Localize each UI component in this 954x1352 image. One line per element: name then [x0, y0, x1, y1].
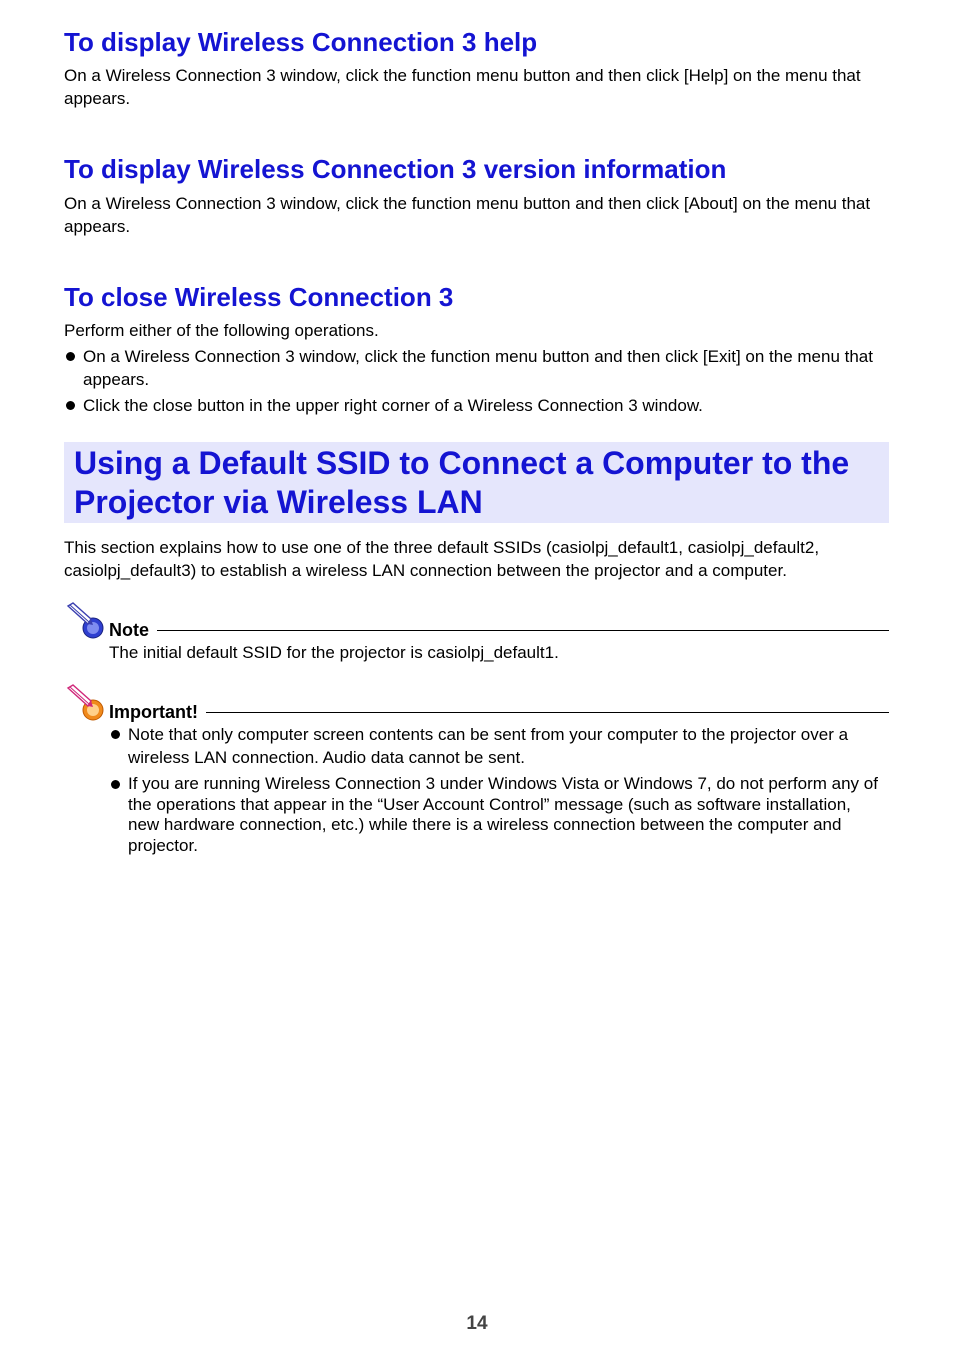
- list-item: [109, 774, 884, 856]
- banner-title-line2: Projector via Wireless LAN: [74, 484, 483, 520]
- banner-title-line1: Using a Default SSID to Connect a Computer to the: [74, 445, 850, 481]
- note-divider: [157, 630, 889, 631]
- list-item-text: Note that only computer screen contents can be sent from your computer to the projector over a wireless LAN connection. Audio data cannot be sent.: [128, 725, 849, 767]
- important-header: [109, 701, 889, 723]
- list-item-text: On a Wireless Connection 3 window, click the function menu button and then click [Exit] on the menu that appears.: [83, 347, 873, 389]
- list-item: [64, 345, 884, 391]
- important-bullet-list: [109, 723, 884, 856]
- list-item: [64, 394, 884, 417]
- bullet-dot: [111, 730, 120, 739]
- heading-help: To display Wireless Connection 3 help: [64, 27, 538, 57]
- list-item: [109, 723, 884, 769]
- note-pencil-icon: [64, 602, 106, 640]
- heading-close: To close Wireless Connection 3: [64, 282, 454, 312]
- important-divider: [206, 712, 889, 713]
- intro-paragraph: This section explains how to use one of the three default SSIDs (casiolpj_default1, casiolpj_default2, casiolpj_default3) to establish a wireless LAN connection between the projector and a computer.: [64, 538, 820, 580]
- section-banner: [64, 442, 889, 523]
- close-bullet-list: [64, 345, 884, 417]
- banner-title: [64, 442, 889, 522]
- page-number: 14: [466, 1313, 488, 1334]
- note-header: [109, 619, 889, 641]
- important-label: Important!: [109, 701, 198, 722]
- bullet-dot: [66, 352, 75, 361]
- list-item-text: Click the close button in the upper right corner of a Wireless Connection 3 window.: [83, 396, 703, 415]
- close-paragraph: Perform either of the following operations.: [64, 321, 379, 340]
- help-paragraph: On a Wireless Connection 3 window, click the function menu button and then click [Help] on the menu that appears.: [64, 66, 861, 108]
- important-pencil-icon: [64, 684, 106, 722]
- note-label: Note: [109, 619, 149, 640]
- bullet-dot: [111, 780, 120, 789]
- heading-version-info: To display Wireless Connection 3 version information: [64, 154, 727, 184]
- note-text: The initial default SSID for the projector is casiolpj_default1.: [109, 643, 559, 662]
- list-item-text: If you are running Wireless Connection 3 under Windows Vista or Windows 7, do not perform any of the operations that appear in the “User Account Control” message (such as software installation, new hardware connection, etc.) while there is a wireless connection between the computer and projector.: [128, 774, 878, 855]
- version-paragraph: On a Wireless Connection 3 window, click the function menu button and then click [About] on the menu that appears.: [64, 194, 871, 236]
- bullet-dot: [66, 401, 75, 410]
